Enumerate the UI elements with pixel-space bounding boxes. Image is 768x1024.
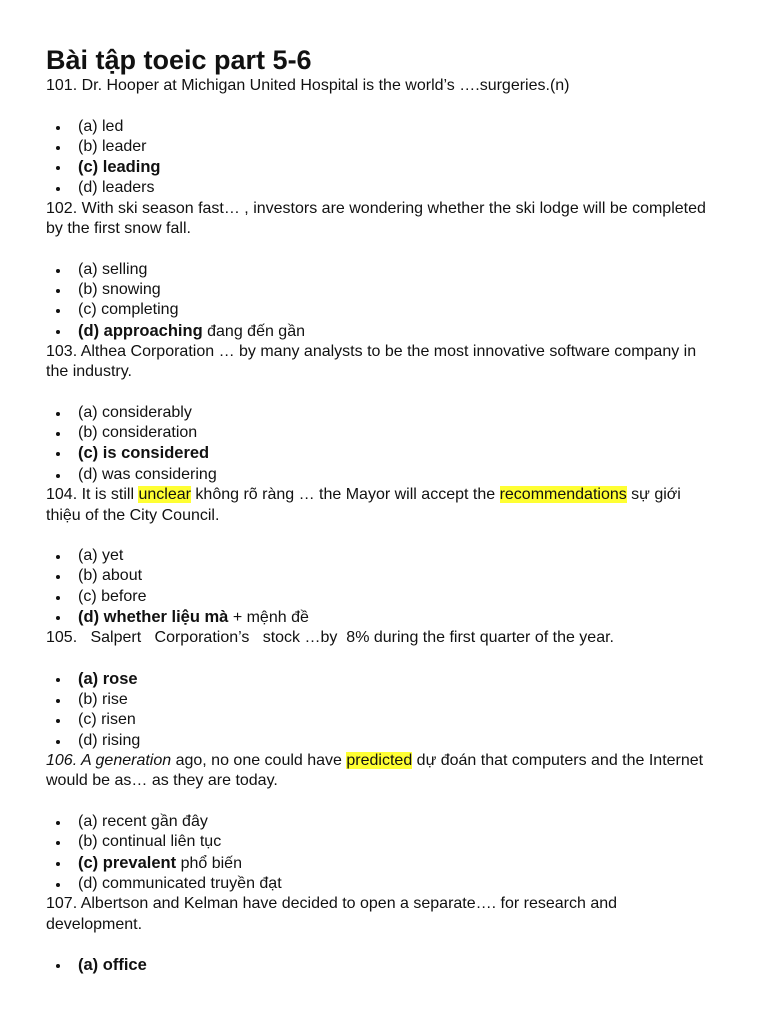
option-101-d: (d) leaders: [46, 178, 716, 198]
question-103-options: [46, 403, 716, 485]
option-103-b: (b) consideration: [46, 423, 716, 443]
option-102-c: (c) completing: [46, 300, 716, 320]
question-102-stem: 102. With ski season fast… , investors are wondering whether the ski lodge will be completed by the first snow fall.: [46, 199, 706, 238]
question-106-stem: 106. A generation ago, no one could have predicted dự đoán that computers and the Internet would be as… as they are today.: [46, 751, 704, 790]
option-104-d-answer: (d) whether liệu mà + mệnh đề: [46, 607, 716, 628]
option-106-d: (d) communicated truyền đạt: [46, 874, 716, 894]
highlight-unclear: unclear: [138, 486, 191, 504]
question-105-stem: 105. Salpert Corporation’s stock …by 8% during the first quarter of the year.: [46, 629, 614, 647]
question-107-options: [46, 955, 716, 976]
option-note: phổ biến: [180, 854, 242, 872]
page-title: Bài tập toeic part 5-6: [46, 45, 312, 75]
option-106-a: (a) recent gần đây: [46, 812, 716, 832]
option-105-b: (b) rise: [46, 690, 716, 710]
question-103-stem: 103. Althea Corporation … by many analysts to be the most innovative software company in the industry.: [46, 342, 697, 381]
question-101-stem: 101. Dr. Hooper at Michigan United Hospital is the world’s ….surgeries.(n): [46, 77, 570, 94]
question-107-stem: 107. Albertson and Kelman have decided to open a separate…. for research and development.: [46, 895, 618, 933]
option-101-b: (b) leader: [46, 137, 716, 157]
option-102-b: (b) snowing: [46, 280, 716, 300]
option-105-d: (d) rising: [46, 731, 716, 751]
option-104-c: (c) before: [46, 587, 716, 607]
option-105-a-answer: (a) rose: [46, 669, 716, 690]
question-106-options: [46, 812, 716, 894]
option-106-c-answer: (c) prevalent phổ biến: [46, 853, 716, 874]
option-note: + mệnh đề: [232, 608, 309, 626]
question-105-options: [46, 669, 716, 751]
option-107-a-answer: (a) office: [46, 955, 716, 976]
option-105-c: (c) risen: [46, 710, 716, 730]
option-101-a: (a) led: [46, 117, 716, 137]
option-103-a: (a) considerably: [46, 403, 716, 423]
highlight-predicted: predicted: [346, 751, 413, 769]
question-102-options: [46, 260, 716, 342]
option-106-b: (b) continual liên tục: [46, 832, 716, 852]
option-102-a: (a) selling: [46, 260, 716, 280]
option-104-b: (b) about: [46, 566, 716, 586]
question-104-stem: 104. It is still unclear không rõ ràng … the Mayor will accept the recommendations sự giới thiệu of the City Council.: [46, 486, 681, 524]
highlight-recommendations: recommendations: [499, 486, 627, 504]
option-101-c-answer: (c) leading: [46, 157, 716, 178]
option-103-c-answer: (c) is considered: [46, 443, 716, 464]
option-103-d: (d) was considering: [46, 465, 716, 485]
question-104-options: [46, 546, 716, 628]
option-104-a: (a) yet: [46, 546, 716, 566]
question-101-options: [46, 117, 716, 199]
option-102-d-answer: (d) approaching đang đến gần: [46, 321, 716, 342]
option-note: đang đến gần: [207, 322, 305, 340]
